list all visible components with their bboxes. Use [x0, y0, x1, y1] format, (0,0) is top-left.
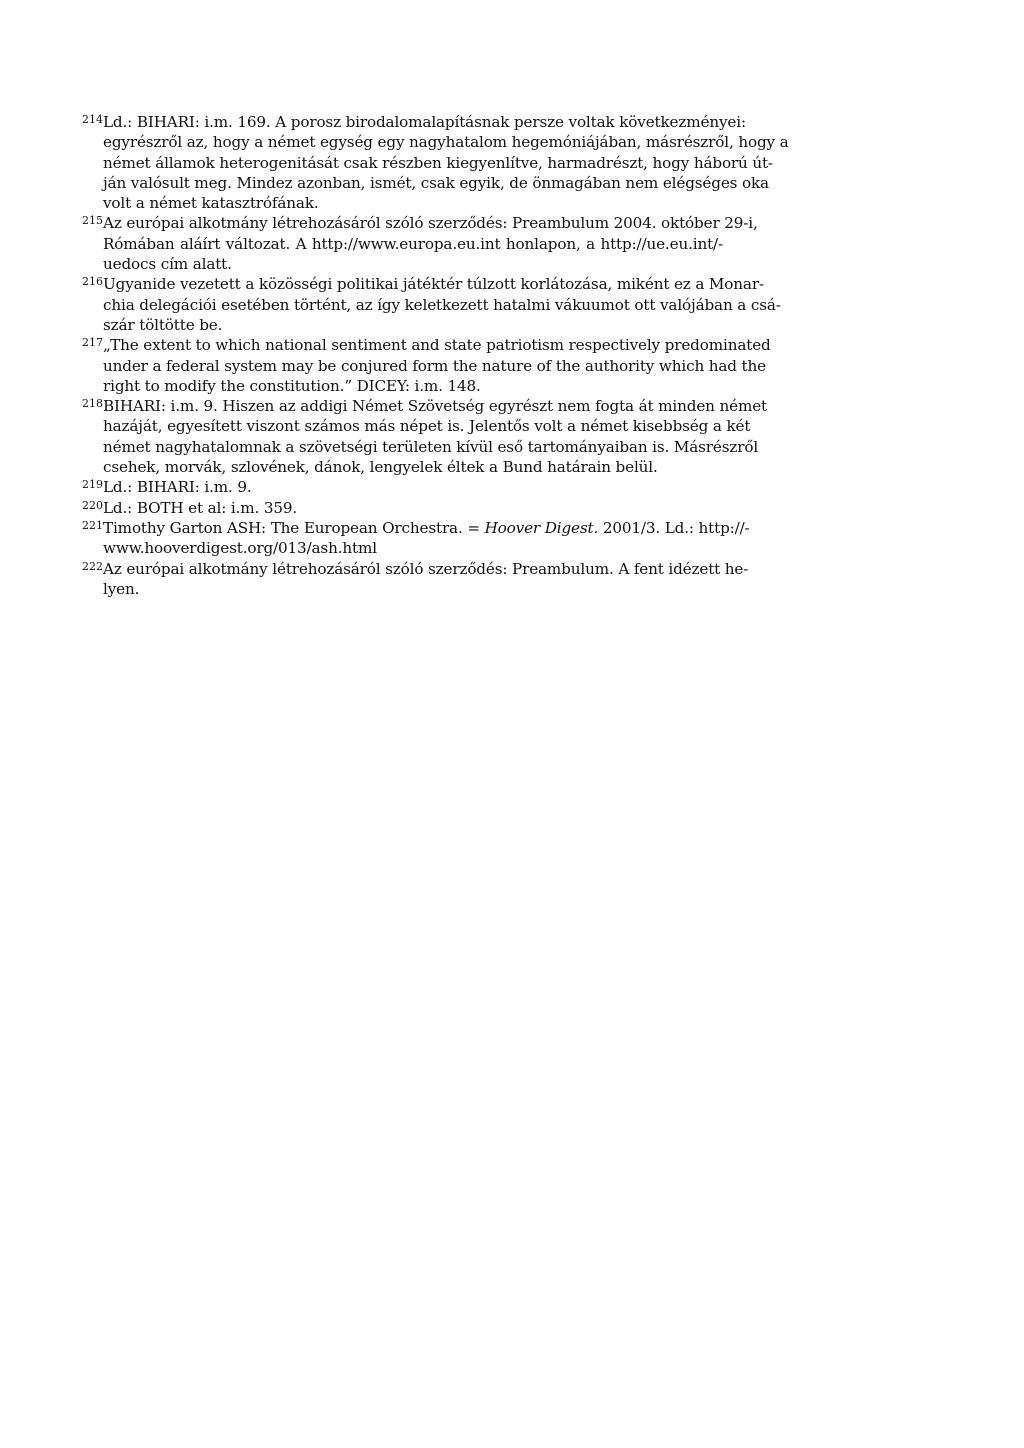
footnote-line: right to modify the constitution.” DICEY: i.m. 148.: [103, 376, 481, 395]
footnote-line: Ld.: BOTH et al: i.m. 359.: [103, 498, 298, 517]
footnote-text: 2001/3. Ld.: http://-: [598, 518, 750, 537]
footnote-number: 221: [82, 518, 103, 532]
footnote-222: [80, 559, 749, 600]
footnote-214: [80, 112, 789, 213]
footnote-number: 216: [82, 275, 103, 289]
footnote-line: volt a német katasztrófának.: [103, 194, 319, 213]
footnote-line: chia delegációi esetében történt, az így keletkezett hatalmi vákuumot ott valójában a csá-: [103, 295, 781, 314]
footnote-215: [80, 213, 758, 274]
footnote-line: hazáját, egyesített viszont számos más népet is. Jelentős volt a német kisebbség a két: [103, 417, 751, 436]
footnote-219: [80, 477, 723, 497]
footnote-number: 218: [82, 397, 103, 411]
footnote-number: 214: [82, 113, 103, 126]
footnote-line: lyen.: [103, 579, 140, 598]
footnote-221: [80, 518, 750, 559]
footnote-text: Timothy Garton ASH: The European Orchestra. =: [103, 518, 485, 537]
footnote-url[interactable]: www.hooverdigest.org/013/ash.html: [103, 539, 377, 558]
footnote-line: [103, 518, 750, 538]
footnote-line: Az európai alkotmány létrehozásáról szóló szerződés: Preambulum. A fent idézett he-: [103, 559, 749, 578]
footnote-line: under a federal system may be conjured form the nature of the authority which had the: [103, 356, 766, 375]
footnote-line: Rómában aláírt változat. A http://www.europa.eu.int honlapon, a http://ue.eu.int/-: [103, 234, 723, 253]
footnote-line: Ld.: BIHARI: i.m. 9.: [103, 478, 252, 497]
footnote-number: 220: [82, 498, 103, 512]
footnote-line: „The extent to which national sentiment and state patriotism respectively predominated: [103, 336, 771, 355]
footnote-line: uedocs cím alatt.: [103, 255, 232, 274]
footnote-line: szár töltötte be.: [103, 315, 223, 334]
footnote-line: csehek, morvák, szlovének, dánok, lengyelek éltek a Bund határain belül.: [103, 458, 658, 477]
footnote-218: [80, 396, 767, 477]
footnote-line: egyrészről az, hogy a német egység egy nagyhatalom hegemóniájában, másrészről, hogy a: [103, 133, 789, 152]
footnote-217: [80, 335, 771, 396]
footnote-number: 215: [82, 214, 103, 228]
footnote-line: BIHARI: i.m. 9. Hiszen az addigi Német Szövetség egyrészt nem fogta át minden német: [103, 397, 767, 416]
footnote-216: [80, 274, 781, 335]
footnote-line: német nagyhatalomnak a szövetségi területen kívül eső tartományaiban is. Másrészről: [103, 437, 759, 456]
journal-title: Hoover Digest.: [484, 518, 599, 537]
footnote-line: Ld.: BIHARI: i.m. 169. A porosz birodalomalapításnak persze voltak következményei:: [103, 113, 746, 131]
footnotes-block: [80, 112, 789, 599]
footnote-number: 217: [82, 336, 103, 350]
footnote-220: [80, 498, 723, 518]
footnote-line: Ugyanide vezetett a közösségi politikai játéktér túlzott korlátozása, miként ez a Monar-: [103, 275, 764, 294]
footnote-number: 219: [82, 478, 103, 492]
footnote-line: ján valósult meg. Mindez azonban, ismét, csak egyik, de önmagában nem elégséges oka: [103, 173, 769, 192]
footnote-line: Az európai alkotmány létrehozásáról szóló szerződés: Preambulum 2004. október 29-i,: [103, 214, 758, 233]
footnote-line: német államok heterogenitását csak részben kiegyenlítve, harmadrészt, hogy háború út-: [103, 153, 773, 172]
footnote-number: 222: [82, 559, 103, 573]
